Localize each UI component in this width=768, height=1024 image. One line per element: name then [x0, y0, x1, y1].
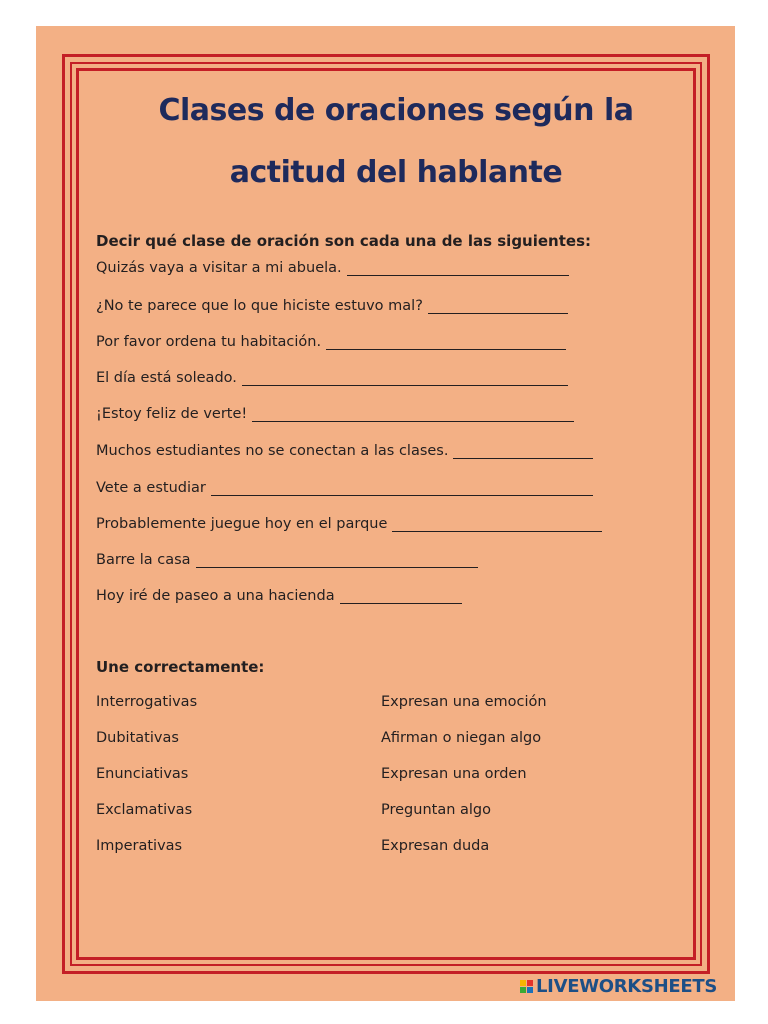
instructions-heading: Decir qué clase de oración son cada una de las siguientes:: [96, 232, 591, 250]
sentence-text: El día está soleado.: [96, 370, 237, 386]
match-right-item[interactable]: Expresan una orden: [381, 766, 527, 782]
sentence-text: Probablemente juegue hoy en el parque: [96, 516, 388, 532]
match-left-item[interactable]: Interrogativas: [96, 694, 198, 710]
answer-blank[interactable]: [347, 262, 569, 276]
sentence-row: [96, 588, 462, 604]
match-left-item[interactable]: Exclamativas: [96, 802, 193, 818]
sentence-text: Hoy iré de paseo a una hacienda: [96, 588, 335, 604]
match-right-item[interactable]: Afirman o niegan algo: [381, 730, 542, 746]
match-right-item[interactable]: Expresan una emoción: [381, 694, 547, 710]
match-right-item[interactable]: Preguntan algo: [381, 802, 491, 818]
sentence-text: Por favor ordena tu habitación.: [96, 334, 322, 350]
sentence-row: [96, 260, 569, 276]
sentence-row: [96, 298, 568, 314]
answer-blank[interactable]: [392, 518, 602, 532]
answer-blank[interactable]: [453, 445, 593, 459]
watermark-text: LIVEWORKSHEETS: [536, 976, 718, 997]
sentence-text: ¡Estoy feliz de verte!: [96, 406, 248, 422]
sentence-text: Muchos estudiantes no se conectan a las clases.: [96, 443, 449, 459]
match-heading: Une correctamente:: [96, 658, 265, 676]
match-left-item[interactable]: Dubitativas: [96, 730, 179, 746]
liveworksheets-logo-icon: [520, 980, 533, 993]
answer-blank[interactable]: [211, 482, 593, 496]
sentence-text: Quizás vaya a visitar a mi abuela.: [96, 260, 342, 276]
match-left-item[interactable]: Imperativas: [96, 838, 183, 854]
answer-blank[interactable]: [326, 336, 566, 350]
sentence-text: ¿No te parece que lo que hiciste estuvo mal?: [96, 298, 423, 314]
answer-blank[interactable]: [428, 300, 568, 314]
sentence-row: [96, 370, 568, 386]
sentence-row: [96, 443, 593, 459]
title-line-1: Clases de oraciones según la: [158, 93, 634, 128]
sentence-row: [96, 334, 566, 350]
answer-blank[interactable]: [340, 590, 462, 604]
title-line-2: actitud del hablante: [229, 155, 563, 190]
sentence-text: Vete a estudiar: [96, 480, 206, 496]
match-right-item[interactable]: Expresan duda: [381, 838, 490, 854]
page-title: [146, 80, 646, 204]
answer-blank[interactable]: [252, 408, 574, 422]
answer-blank[interactable]: [196, 554, 478, 568]
sentence-row: [96, 480, 593, 496]
sentence-row: [96, 516, 602, 532]
sentence-row: [96, 406, 574, 422]
sentence-text: Barre la casa: [96, 552, 191, 568]
match-left-item[interactable]: Enunciativas: [96, 766, 189, 782]
sentence-row: [96, 552, 478, 568]
liveworksheets-watermark: [520, 976, 717, 997]
answer-blank[interactable]: [242, 372, 568, 386]
